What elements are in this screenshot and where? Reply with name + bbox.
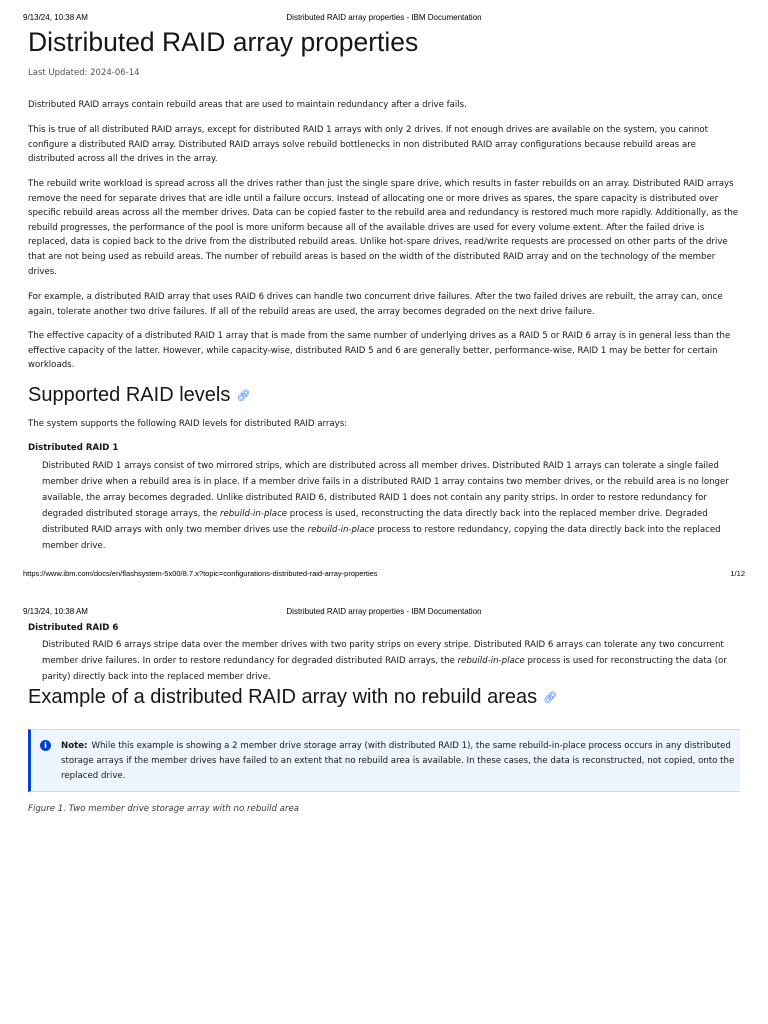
section-heading-supported xyxy=(28,384,250,407)
supported-intro: The system supports the following RAID levels for distributed RAID arrays: xyxy=(28,419,348,429)
page-number: 1/12 xyxy=(730,569,745,578)
figure-caption: Figure 1. Two member drive storage array with no rebuild area xyxy=(28,804,300,814)
page-title: Distributed RAID array properties xyxy=(28,27,419,57)
link-icon[interactable]: 🔗︎ xyxy=(236,390,251,403)
print-header-1 xyxy=(23,13,745,23)
note-label: Note: xyxy=(61,741,88,751)
paragraph-4: For example, a distributed RAID array that uses RAID 6 drives can handle two concurrent drive failures. After the two failed drives are rebuilt, the array can, once again, tolerate another two drive failures. If all of the rebuild areas are used, the array becomes degraded on the next drive failure. xyxy=(28,292,723,317)
print-title: Distributed RAID array properties - IBM Documentation xyxy=(286,607,482,616)
info-icon: i xyxy=(40,740,51,751)
note-box xyxy=(28,729,740,792)
print-datetime: 9/13/24, 10:38 AM xyxy=(23,607,88,616)
section-heading-text: Example of a distributed RAID array with no rebuild areas xyxy=(28,686,538,708)
note-text: Note: While this example is showing a 2 member drive storage array (with distributed RAID 1), the same rebuild-in-place process occurs in any distributed storage arrays if the member drives have failed to an extent that no rebuild area is available. In these cases, the data is reconstructed, not copied, onto the replaced drive. xyxy=(61,741,735,781)
print-footer-1 xyxy=(23,569,745,578)
paragraph-5: The effective capacity of a distributed RAID 1 array that is made from the same number of underlying drives as a RAID 5 or RAID 6 array is in general less than the effective capacity of the latter. However, while capacity-wise, distributed RAID 5 and 6 are generally better, performance-wise, RAID 1 may be better for certain workloads. xyxy=(28,331,731,371)
paragraph-1: Distributed RAID arrays contain rebuild areas that are used to maintain redundancy after a drive fails. xyxy=(28,100,467,110)
desc-raid6: Distributed RAID 6 arrays stripe data over the member drives with two parity strips on every stripe. Distributed RAID 6 arrays can tolerate any two concurrent member drive failures. In order to restore redundancy for degraded distributed RAID arrays, the rebuild-in-place process is used for reconstructing the data (or parity) directly back into the replaced member drive. xyxy=(42,640,727,682)
section-heading-example xyxy=(28,686,557,709)
paragraph-2: This is true of all distributed RAID arrays, except for distributed RAID 1 arrays with only 2 drives. If not enough drives are available on the system, you cannot configure a distributed RAID array. Distributed RAID arrays solve rebuild bottlenecks in non distributed RAID array configurations because rebuild areas are distributed across all the drives in the array. xyxy=(28,125,709,165)
term-raid1: Distributed RAID 1 xyxy=(28,443,119,453)
print-title: Distributed RAID array properties - IBM Documentation xyxy=(286,13,482,22)
print-datetime: 9/13/24, 10:38 AM xyxy=(23,13,88,22)
print-header-2 xyxy=(23,607,745,617)
print-url: https://www.ibm.com/docs/en/flashsystem-5x00/8.7.x?topic=configurations-distributed-raid-array-properties xyxy=(23,569,378,578)
section-heading-text: Supported RAID levels xyxy=(28,384,231,406)
paragraph-3: The rebuild write workload is spread across all the drives rather than just the single spare drive, which results in faster rebuilds on an array. Distributed RAID arrays remove the need for separate drives that are idle until a failure occurs. Instead of allocating one or more drives as spares, the spare capacity is distributed over specific rebuild areas across all the member drives. Data can be copied faster to the rebuild area and redundancy is restored much more rapidly. Additionally, as the rebuild progresses, the performance of the pool is more uniform because all of the available drives are used for every volume extent. After the failed drive is replaced, data is copied back to the drive from the distributed rebuild areas. Unlike hot-spare drives, read/write requests are processed on other parts of the drive that are not being used as rebuild areas. The number of rebuild areas is based on the width of the distributed RAID array and on the technology of the member drives. xyxy=(28,179,739,277)
link-icon[interactable]: 🔗︎ xyxy=(543,692,558,705)
term-raid6: Distributed RAID 6 xyxy=(28,623,119,633)
desc-raid1: Distributed RAID 1 arrays consist of two mirrored strips, which are distributed across all member drives. Distributed RAID 1 arrays can tolerate a single failed member drive when a rebuild area is in place. If a member drive fails in a distributed RAID 1 array contains two member drives, or the rebuild area is no longer available, the array becomes degraded. Unlike distributed RAID 6, distributed RAID 1 does not contain any parity strips. In order to restore redundancy for degraded distributed storage arrays, the rebuild-in-place process is used, reconstructing the data directly back into the replaced member drive. Degraded distributed RAID arrays with only two member drives use the rebuild-in-place process to restore redundancy, copying the data directly back into the replaced member drive. xyxy=(42,461,729,551)
last-updated: Last Updated: 2024-06-14 xyxy=(28,68,140,78)
